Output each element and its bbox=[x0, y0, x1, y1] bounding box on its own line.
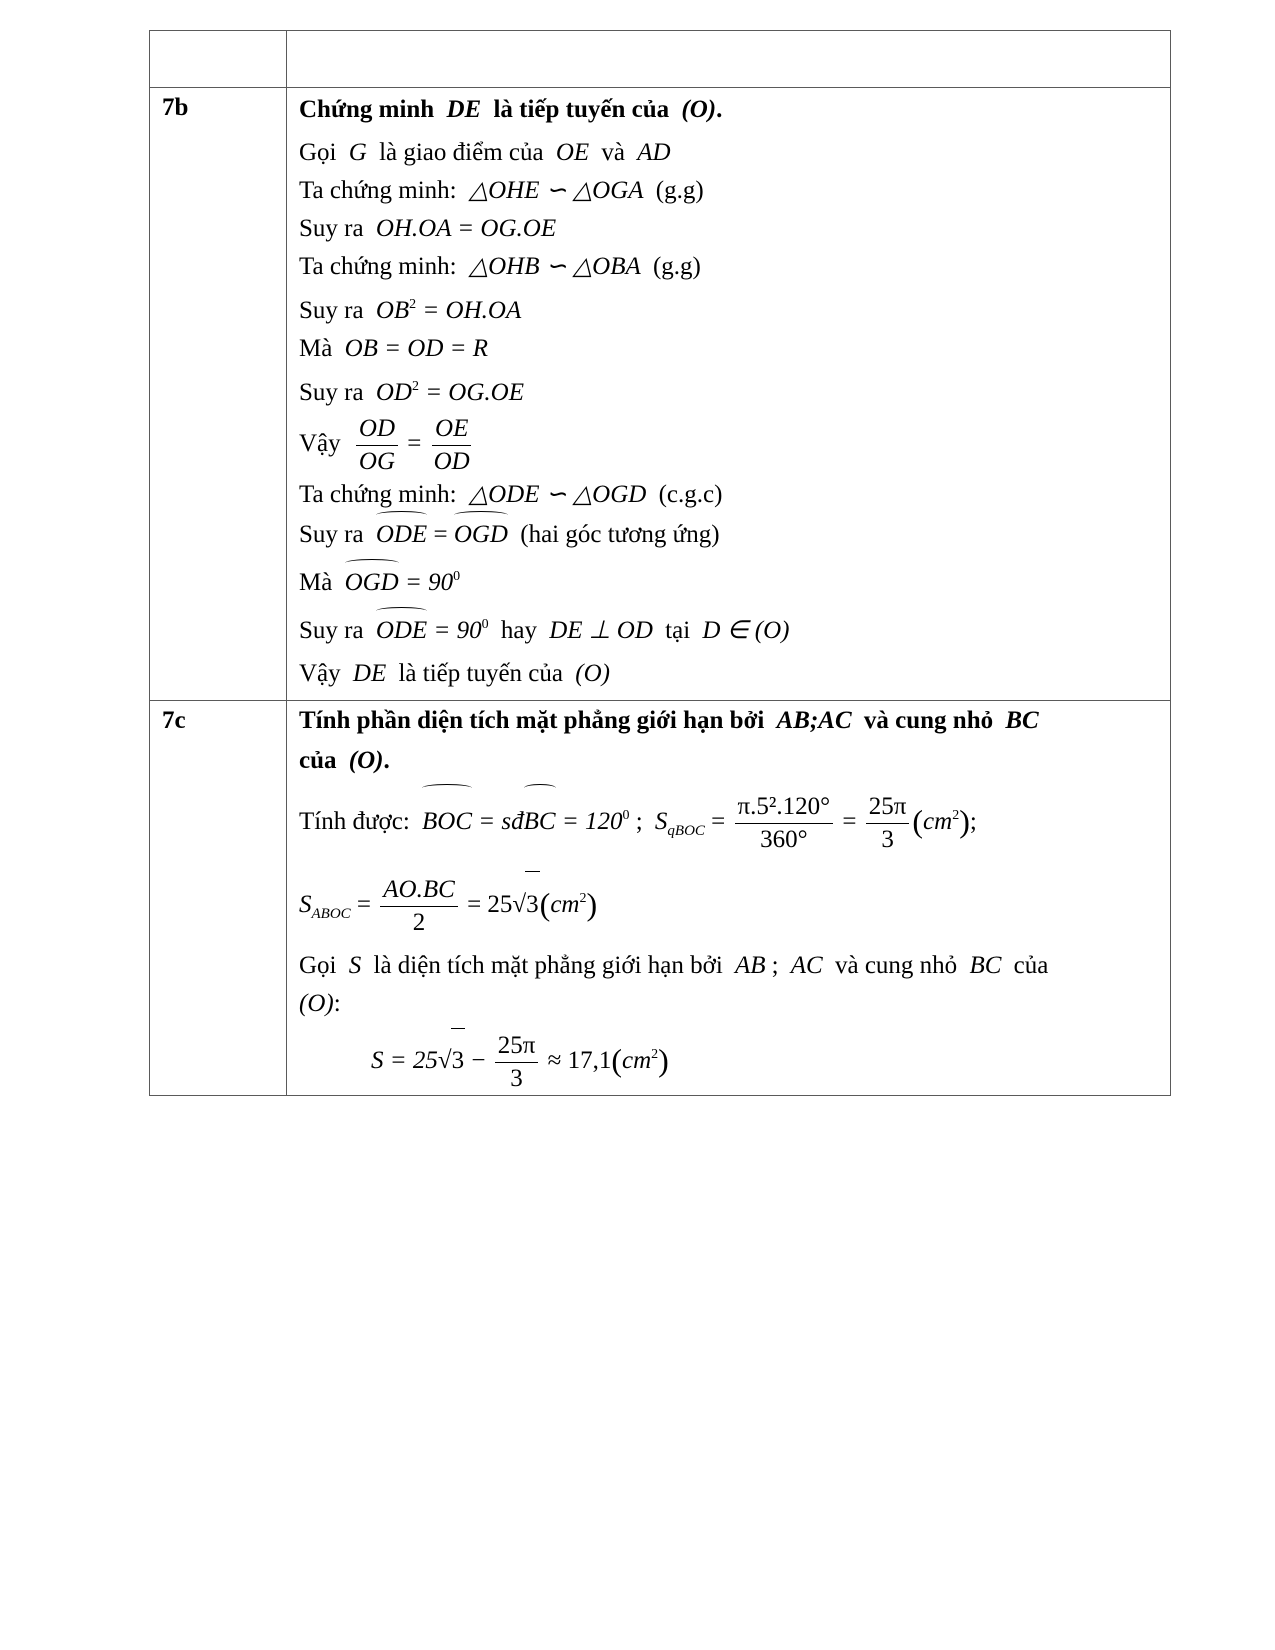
fraction: $\frac{25\pi}{3}$ bbox=[866, 793, 910, 853]
proof-line: Suy ra $OD^2 = OG.OE$ bbox=[299, 379, 524, 406]
proof-line: Mà OGD = $90^0$ bbox=[299, 556, 1158, 604]
heading-7b: Chứng minh DE là tiếp tuyến của (O). bbox=[299, 96, 723, 123]
proof-line: Ta chứng minh: △OHE ∽ △OGA (g.g) bbox=[299, 177, 704, 204]
label-cell-7b bbox=[150, 88, 287, 701]
row-label-7c: 7c bbox=[162, 707, 186, 734]
fraction: $\frac{OE}{OD}$ bbox=[433, 415, 470, 475]
proof-line: Mà OB = OD = R bbox=[299, 335, 489, 362]
proof-line: Ta chứng minh: △ODE ∽ △OGD (c.g.c) bbox=[299, 481, 723, 508]
content-cell-7b bbox=[287, 88, 1171, 701]
proof-line: Ta chứng minh: △OHB ∽ △OBA (g.g) bbox=[299, 253, 701, 280]
proof-line: Suy ra $OB^2 = OH.OA$ bbox=[299, 297, 522, 324]
answer-table bbox=[149, 30, 1171, 1096]
solution-line: (O): bbox=[299, 990, 341, 1017]
proof-line: Vậy DE là tiếp tuyến của (O) bbox=[299, 660, 610, 687]
proof-line: Gọi G là giao điểm của OE và AD bbox=[299, 139, 671, 166]
label-cell bbox=[150, 31, 287, 88]
solution-line: Gọi S là diện tích mặt phẳng giới hạn bởi AB ; AC và cung nhỏ BC của bbox=[299, 952, 1049, 979]
table-row-empty bbox=[150, 31, 1171, 88]
fraction: $\frac{OD}{OG}$ bbox=[356, 415, 398, 475]
proof-line: Suy ra ODE = OGD (hai góc tương ứng) bbox=[299, 514, 1158, 556]
content-cell bbox=[287, 31, 1171, 88]
solution-line: $S_{ABOC}$ = $\frac{AO.BC}{2}$ = $25√3(cm^2)$ bbox=[299, 866, 1158, 947]
proof-line: Suy ra OH.OA = OG.OE bbox=[299, 215, 557, 242]
label-cell-7c bbox=[150, 701, 287, 1096]
table-row-7b bbox=[150, 88, 1171, 701]
heading-7c: Tính phần diện tích mặt phẳng giới hạn bởi AB;AC và cung nhỏ BC của (O). bbox=[299, 707, 1039, 774]
solution-line: Tính được: BOC = sđBC = $120^0$ ; $S_{qBOC}$ = $\frac{\text{π.5².120°}}{360^\circ}$ = $\frac{25\pi}{3}$ $(cm^2)$; bbox=[299, 781, 1158, 866]
row-label-7b: 7b bbox=[162, 94, 189, 121]
table-row-7c bbox=[150, 701, 1171, 1096]
fraction: $\frac{\text{π.5².120°}}{360^\circ}$ bbox=[735, 793, 834, 853]
fraction: $\frac{25\pi}{3}$ bbox=[495, 1032, 539, 1092]
fraction: $\frac{AO.BC}{2}$ bbox=[380, 876, 458, 936]
proof-line: Vậy $\frac{OD}{OG}$ = $\frac{OE}{OD}$ bbox=[299, 412, 1158, 476]
final-formula: S = 25√3 − $\frac{25\pi}{3}$ ≈ $17,1(cm^2)$ bbox=[299, 1023, 1158, 1093]
content-cell-7c bbox=[287, 701, 1171, 1096]
proof-line: Suy ra ODE = $90^0$ hay DE ⊥ OD tại D ∈ (O) bbox=[299, 604, 1158, 652]
sqrt-icon: √ bbox=[437, 1047, 452, 1074]
sqrt-icon: √ bbox=[512, 891, 527, 918]
